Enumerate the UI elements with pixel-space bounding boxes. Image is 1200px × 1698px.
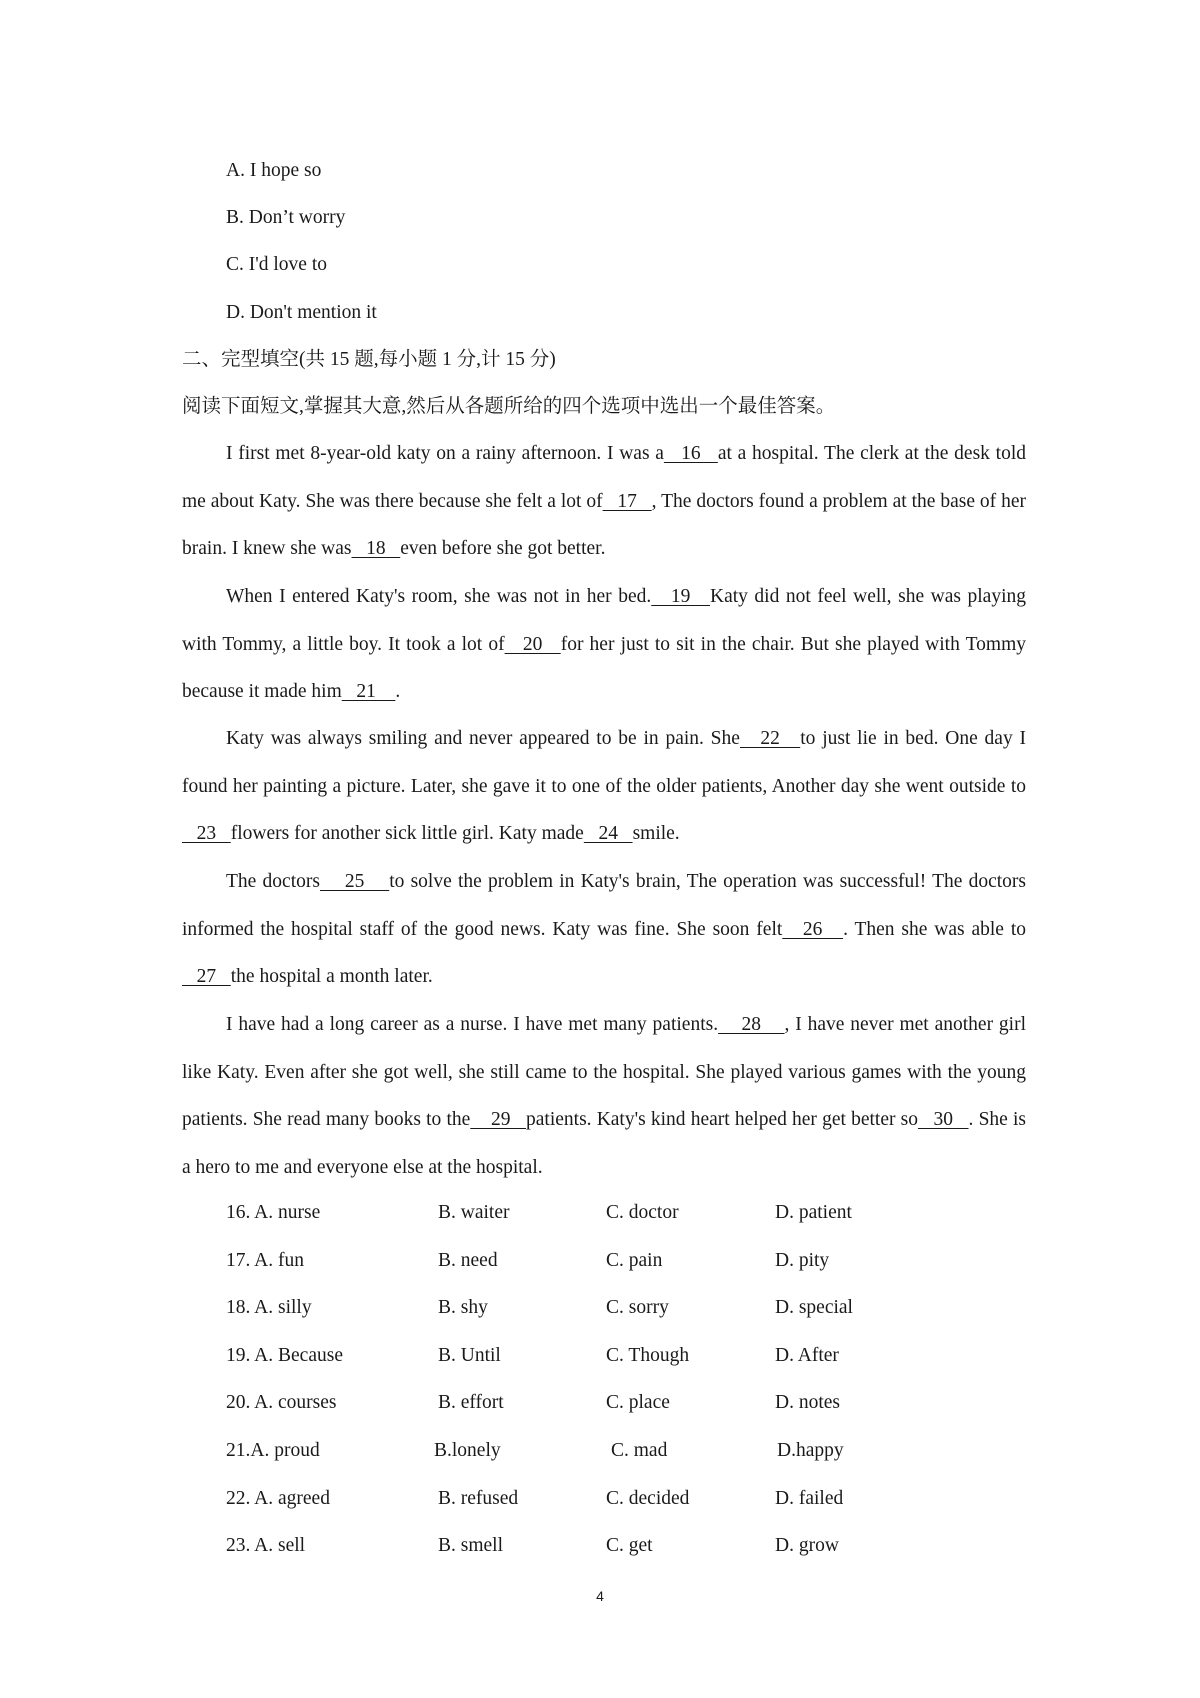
option-d: D. After [775, 1344, 839, 1366]
option-b: B. waiter [438, 1202, 510, 1223]
passage-text: for her just to sit in the chair. But she played with Tommy because it made him [182, 633, 1026, 703]
passage-text: , I have never met another girl like Katy. Even after she got well, she still came to the hospital. She played various games with the young patients. She read many books to the [182, 1014, 1027, 1131]
passage-paragraph-1 [182, 430, 1026, 573]
option-a: 23. A. sell [226, 1535, 306, 1557]
blank-20: 20 [504, 633, 561, 655]
prev-option-d: D. Don't mention it [226, 302, 377, 323]
option-c: C. decided [606, 1487, 690, 1509]
option-d: D.happy [777, 1439, 844, 1461]
option-d: D. grow [775, 1535, 839, 1557]
blank-21: 21 [341, 681, 396, 703]
blank-18: 18 [351, 538, 401, 560]
option-b: B.lonely [434, 1439, 501, 1461]
passage-text: smile. [632, 823, 680, 845]
blank-26: 26 [782, 918, 844, 940]
option-a: 17. A. fun [226, 1249, 304, 1271]
option-d: D. patient [775, 1202, 852, 1223]
option-c: C. get [606, 1535, 653, 1557]
option-c: C. Though [606, 1344, 690, 1366]
option-a: 22. A. agreed [226, 1487, 330, 1509]
blank-29: 29 [470, 1109, 526, 1131]
section-title: 二、完型填空(共 15 题,每小题 1 分,计 15 分) [182, 349, 556, 370]
option-c: C. place [606, 1392, 670, 1414]
option-a: 16. A. nurse [226, 1202, 321, 1223]
passage-text: I first met 8-year-old katy on a rainy afternoon. I was a [226, 443, 664, 464]
blank-22: 22 [739, 728, 801, 749]
passage-text: Katy was always smiling and never appeared to be in pain. She [226, 728, 740, 749]
passage-text: I have had a long career as a nurse. I have met many patients. [226, 1014, 719, 1035]
option-b: B. refused [438, 1487, 519, 1509]
option-d: D. notes [775, 1392, 840, 1414]
option-c: C. doctor [606, 1202, 679, 1223]
passage-text: to just lie in bed. One day I found her painting a picture. Later, she gave it to one of the older patients, Another day she went outside to [182, 728, 1026, 797]
passage-paragraph-5 [182, 1001, 1026, 1191]
passage-text: flowers for another sick little girl. Katy made [230, 823, 584, 845]
blank-27: 27 [182, 966, 231, 988]
option-c: C. sorry [606, 1297, 669, 1319]
option-b: B. Until [438, 1344, 501, 1366]
option-d: D. special [775, 1297, 853, 1319]
option-b: B. need [438, 1249, 498, 1271]
passage-text: . Then she was able to [843, 918, 1027, 940]
prev-option-c: C. I'd love to [226, 254, 328, 275]
option-a: 19. A. Because [226, 1344, 343, 1366]
passage-text: patients. Katy's kind heart helped her get better so [526, 1109, 918, 1131]
passage-text: Katy did not feel well, she was playing with Tommy, a little boy. It took a lot of [182, 586, 1026, 655]
passage-text: even before she got better. [400, 538, 606, 560]
passage-text: , The doctors found a problem at the base of her brain. I knew she was [182, 490, 1026, 560]
blank-16: 16 [663, 443, 718, 464]
option-a: 21.A. proud [226, 1439, 320, 1461]
passage-text: . She is a hero to me and everyone else at the hospital. [182, 1109, 1027, 1178]
blank-30: 30 [917, 1109, 969, 1131]
option-d: D. pity [775, 1249, 830, 1271]
passage-text: the hospital a month later. [230, 966, 433, 988]
page-number: 4 [596, 1588, 604, 1604]
blank-23: 23 [182, 823, 231, 845]
option-c: C. mad [611, 1439, 668, 1461]
passage-paragraph-2 [182, 573, 1026, 716]
option-a: 18. A. silly [226, 1297, 312, 1319]
option-b: B. effort [438, 1392, 504, 1414]
blank-17: 17 [602, 490, 652, 512]
passage-text: . [395, 681, 401, 703]
instructions: 阅读下面短文,掌握其大意,然后从各题所给的四个选项中选出一个最佳答案。 [182, 396, 836, 417]
prev-option-a: A. I hope so [226, 160, 322, 181]
blank-28: 28 [718, 1014, 785, 1035]
option-b: B. shy [438, 1297, 488, 1319]
passage-text: at a hospital. The clerk at the desk told me about Katy. She was there because she felt a lot of [182, 443, 1026, 512]
option-b: B. smell [438, 1535, 504, 1557]
option-c: C. pain [606, 1249, 663, 1271]
passage-paragraph-4 [182, 858, 1026, 1001]
passage-text: The doctors [226, 871, 320, 892]
option-a: 20. A. courses [226, 1392, 337, 1414]
blank-25: 25 [319, 871, 390, 892]
blank-24: 24 [583, 823, 633, 845]
passage-text: to solve the problem in Katy's brain, The operation was successful! The doctors informed the hospital staff of the good news. Katy was fine. She soon felt [182, 871, 1027, 940]
passage-paragraph-3 [182, 715, 1026, 858]
prev-option-b: B. Don’t worry [226, 207, 346, 228]
option-d: D. failed [775, 1487, 844, 1509]
passage-text: When I entered Katy's room, she was not in her bed. [226, 586, 652, 607]
blank-19: 19 [651, 586, 710, 607]
